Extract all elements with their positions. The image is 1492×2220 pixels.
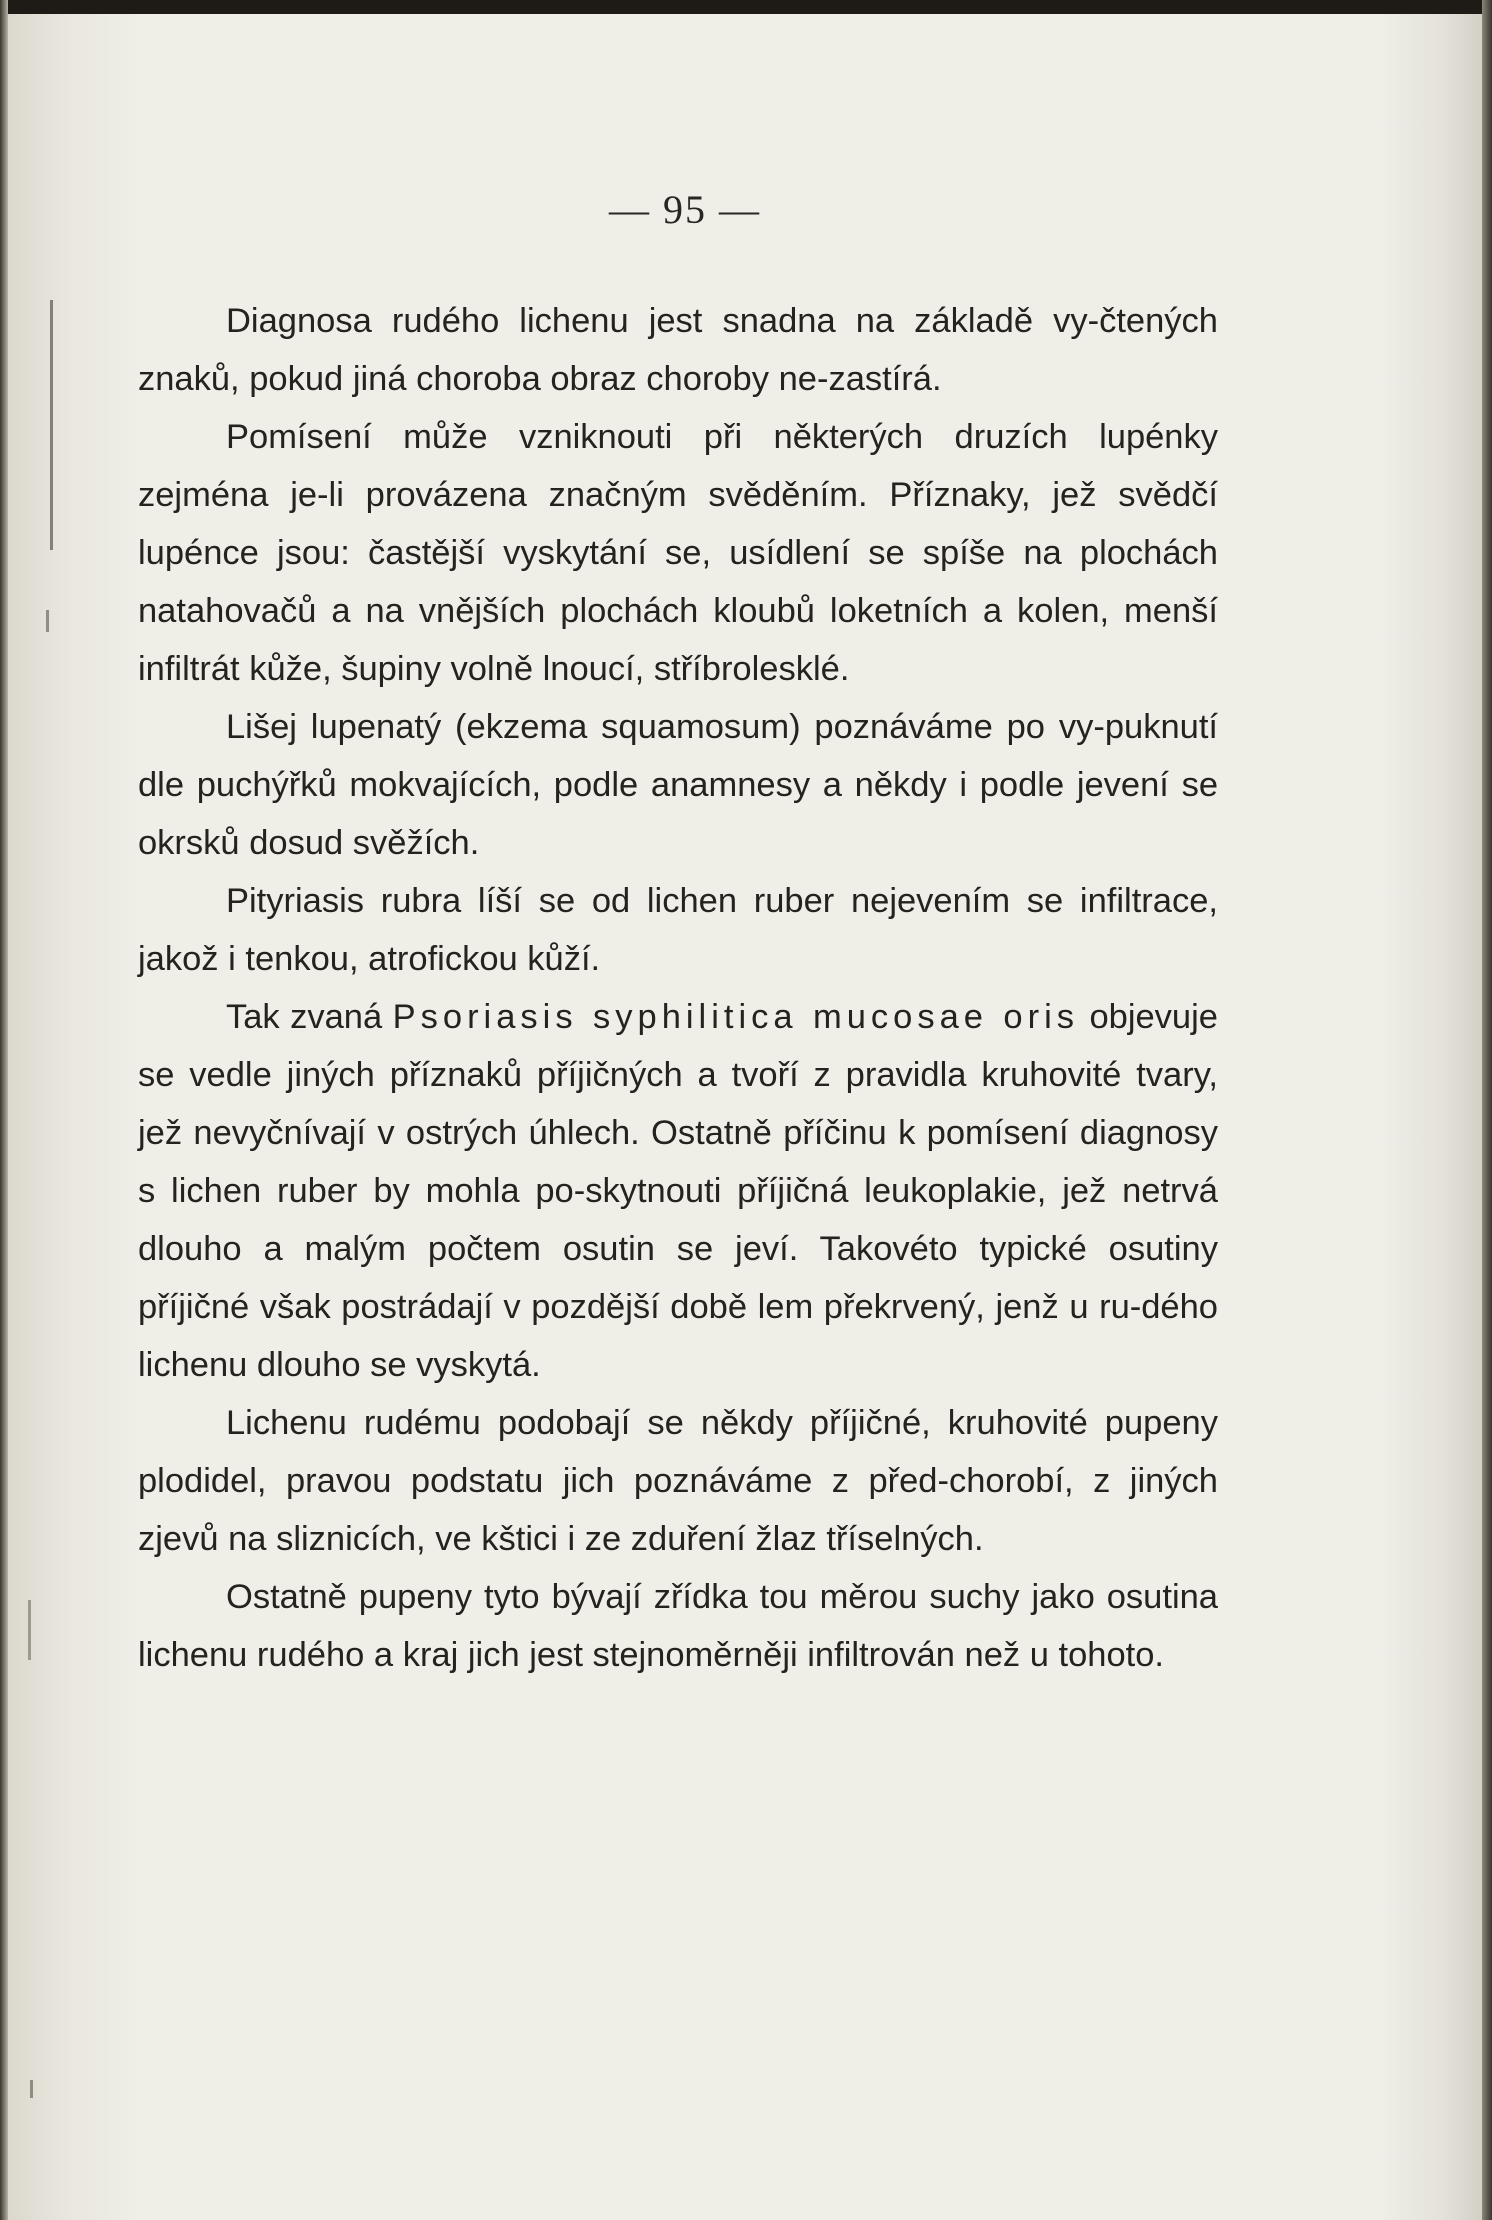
gutter-mark (30, 2080, 33, 2098)
paragraph: Diagnosa rudého lichenu jest snadna na základě vy-čtených znaků, pokud jiná choroba obraz choroby ne-zastírá. (138, 302, 1218, 398)
paragraph: Pityriasis rubra líší se od lichen ruber nejevením se infiltrace, jakož i tenkou, atrofickou kůží. (138, 882, 1218, 978)
scan-left-edge (0, 0, 8, 2220)
scan-right-edge (1482, 0, 1492, 2220)
gutter-mark (50, 300, 53, 550)
gutter-mark (46, 610, 49, 632)
paragraph: Lišej lupenatý (ekzema squamosum) poznáváme po vy-puknutí dle puchýřků mokvajících, podle anamnesy a někdy i podle jevení se okrsků dosud svěžích. (138, 708, 1218, 862)
paragraph: Ostatně pupeny tyto bývají zřídka tou měrou suchy jako osutina lichenu rudého a kraj jich jest stejnoměrněji infiltrován než u tohoto. (138, 1578, 1218, 1674)
gutter-mark (28, 1600, 31, 1660)
spaced-term: Psoriasis syphilitica mucosae oris (392, 998, 1080, 1036)
scan-top-edge (0, 0, 1492, 14)
paragraph: Lichenu rudému podobají se někdy příjičné, kruhovité pupeny plodidel, pravou podstatu jich poznáváme z před-chorobí, z jiných zjevů na sliznicích, ve kštici i ze zduření žlaz tříselných. (138, 1404, 1218, 1558)
paragraph (138, 988, 1218, 1394)
page-number: — 95 — (609, 187, 761, 232)
body-text (138, 292, 1218, 1684)
paragraph-lead: Tak zvaná (226, 998, 383, 1036)
paragraph-rest: objevuje se vedle jiných příznaků příjičných a tvoří z pravidla kruhovité tvary, jež nevyčnívají v ostrých úhlech. Ostatně příčinu k pomísení diagnosy s lichen ruber by mohla po-skytnouti příjičná leukoplakie, jež netrvá dlouho a malým počtem osutin se jeví. Takovéto typické osutiny příjičné však postrádají v pozdější době lem překrvený, jenž u ru-dého lichenu dlouho se vyskytá. (138, 998, 1218, 1384)
paragraph: Pomísení může vzniknouti při některých druzích lupénky zejména je-li provázena značným svěděním. Příznaky, jež svědčí lupénce jsou: častější vyskytání se, usídlení se spíše na plochách natahovačů a na vnějších plochách kloubů loketních a kolen, menší infiltrát kůže, šupiny volně lnoucí, stříbrolesklé. (138, 418, 1218, 688)
